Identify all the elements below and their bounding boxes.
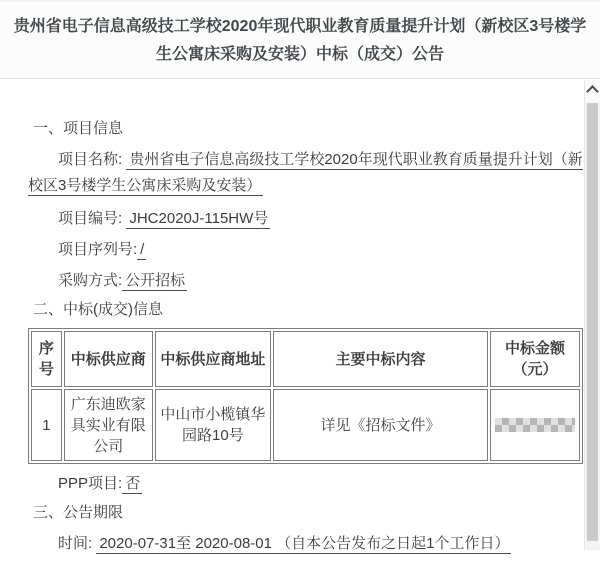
project-name-value: 贵州省电子信息高级技工学校2020年现代职业教育质量提升计划（新校区3号楼学生公寓床采购及安装）	[28, 151, 583, 194]
announcement-content	[0, 80, 585, 570]
project-name-label: 项目名称:	[58, 151, 123, 168]
section-heading-announcement-period: 三、公告期限	[33, 504, 124, 521]
project-serial-value: /	[137, 241, 146, 260]
award-table-header-row	[31, 331, 580, 387]
chevron-up-icon	[586, 85, 599, 98]
col-header-award-content: 主要中标内容	[273, 331, 488, 387]
project-code-label: 项目编号:	[58, 210, 123, 227]
ppp-label: PPP项目:	[58, 475, 123, 492]
field-procurement-method	[28, 268, 583, 294]
col-header-serial-no: 序号	[31, 331, 62, 387]
award-table-data-row	[31, 389, 580, 461]
award-table	[28, 328, 583, 464]
scroll-up-button[interactable]	[585, 80, 600, 102]
vertical-scrollbar[interactable]	[584, 80, 600, 550]
redacted-amount-mosaic	[495, 418, 575, 432]
scrollbar-thumb[interactable]	[587, 103, 598, 541]
period-time-value: 2020-07-31至 2020-08-01 （自本公告发布之日起1个工作日）	[96, 535, 511, 554]
project-code-value: JHC2020J-115HW号	[126, 210, 270, 229]
procurement-method-label: 采购方式:	[58, 272, 123, 289]
cell-supplier-address: 中山市小榄镇华园路10号	[155, 389, 271, 461]
col-header-supplier-address: 中标供应商地址	[155, 331, 271, 387]
ppp-value: 否	[122, 475, 142, 494]
cell-serial-no: 1	[31, 389, 62, 461]
cell-award-amount	[490, 389, 580, 461]
procurement-method-value: 公开招标	[122, 272, 187, 291]
col-header-supplier: 中标供应商	[64, 331, 153, 387]
field-project-name	[28, 147, 583, 199]
section-heading-project-info: 一、项目信息	[33, 120, 124, 137]
announcement-body	[0, 80, 600, 550]
field-ppp	[28, 471, 583, 497]
cell-award-content: 详见《招标文件》	[273, 389, 488, 461]
col-header-award-amount: 中标金额（元）	[490, 331, 580, 387]
project-serial-label: 项目序列号:	[58, 241, 138, 258]
field-project-serial	[28, 237, 583, 263]
field-project-code	[28, 206, 583, 232]
field-period-time	[28, 531, 583, 557]
page-title: 贵州省电子信息高级技工学校2020年现代职业教育质量提升计划（新校区3号楼学生公寓床采购及安装）中标（成交）公告	[0, 0, 600, 79]
period-time-label: 时间:	[58, 535, 93, 552]
section-heading-award-info: 二、中标(成交)信息	[33, 301, 163, 318]
cell-supplier: 广东迪欧家具实业有限公司	[64, 389, 153, 461]
